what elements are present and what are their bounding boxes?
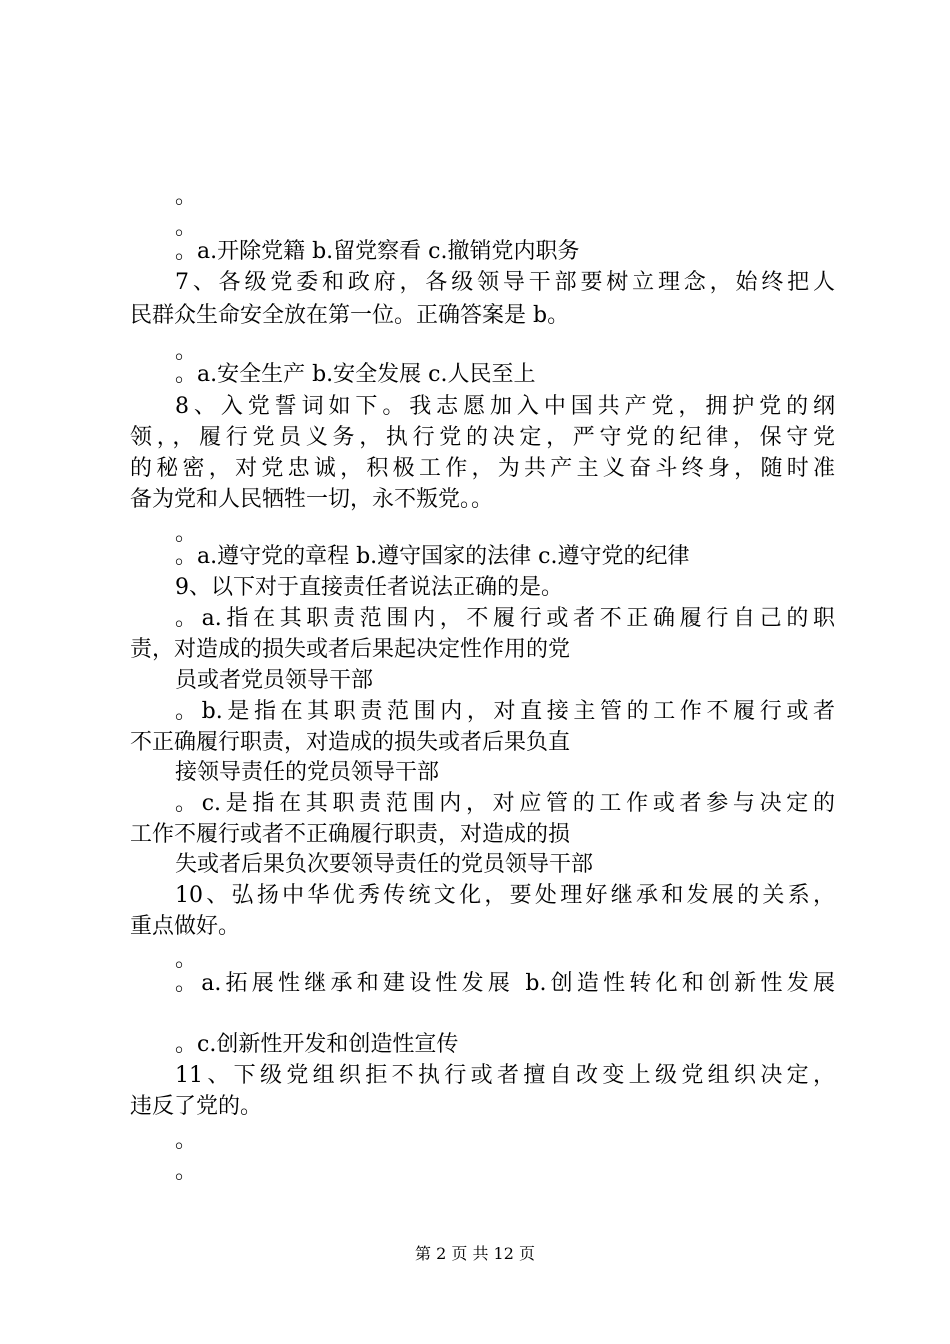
text-line: 失或者后果负次要领导责任的党员领导干部 bbox=[175, 852, 594, 877]
text-line: 。a.开除党籍 b.留党察看 c.撤销党内职务 bbox=[175, 239, 580, 264]
text-line: 不正确履行职责，对造成的损失或者后果负直 bbox=[130, 730, 571, 755]
text-line: 领，，履行党员义务，执行党的决定，严守党的纪律，保守党 bbox=[130, 425, 835, 450]
text-line: 10、弘扬中华优秀传统文化，要处理好继承和发展的关系， bbox=[175, 883, 835, 908]
text-line: 。a.指在其职责范围内，不履行或者不正确履行自己的职 bbox=[175, 606, 835, 631]
text-line: 民群众生命安全放在第一位。正确答案是 b。 bbox=[130, 303, 570, 328]
text-line: 。 bbox=[175, 215, 198, 240]
text-line: 员或者党员领导干部 bbox=[175, 668, 374, 693]
text-line: 。 bbox=[175, 521, 198, 546]
text-line: 责，对造成的损失或者后果起决定性作用的党 bbox=[130, 637, 571, 662]
text-line: 8、入党誓词如下。我志愿加入中国共产党，拥护党的纲 bbox=[175, 394, 835, 419]
text-line: 。c.创新性开发和创造性宣传 bbox=[175, 1032, 459, 1057]
text-line: 。a.拓展性继承和建设性发展 b.创造性转化和创新性发展 bbox=[175, 971, 835, 996]
text-line: 。 bbox=[175, 1159, 198, 1184]
text-line: 重点做好。 bbox=[130, 914, 241, 939]
text-line: 工作不履行或者不正确履行职责，对造成的损 bbox=[130, 822, 571, 847]
text-line: 。b.是指在其职责范围内，对直接主管的工作不履行或者 bbox=[175, 699, 835, 724]
text-line: 11、下级党组织拒不执行或者擅自改变上级党组织决定， bbox=[175, 1063, 835, 1088]
text-line: 。 bbox=[175, 1128, 198, 1153]
text-line: 。 bbox=[175, 947, 198, 972]
text-line: 的秘密，对党忠诚，积极工作，为共产主义奋斗终身，随时准 bbox=[130, 456, 835, 481]
text-line: 9、以下对于直接责任者说法正确的是。 bbox=[175, 575, 563, 600]
text-line: 。c.是指在其职责范围内，对应管的工作或者参与决定的 bbox=[175, 791, 835, 816]
text-line: 7、各级党委和政府，各级领导干部要树立理念，始终把人 bbox=[175, 270, 835, 295]
text-line: 备为党和人民牺牲一切，永不叛党。。 bbox=[130, 487, 494, 512]
text-line: 接领导责任的党员领导干部 bbox=[175, 760, 440, 785]
text-line: 。a.安全生产 b.安全发展 c.人民至上 bbox=[175, 362, 536, 387]
page-number-footer: 第 2 页 共 12 页 bbox=[415, 1244, 535, 1263]
text-line: 。a.遵守党的章程 b.遵守国家的法律 c.遵守党的纪律 bbox=[175, 544, 690, 569]
text-line: 违反了党的。 bbox=[130, 1094, 263, 1119]
text-line: 。 bbox=[175, 339, 198, 364]
text-line: 。 bbox=[175, 184, 198, 209]
